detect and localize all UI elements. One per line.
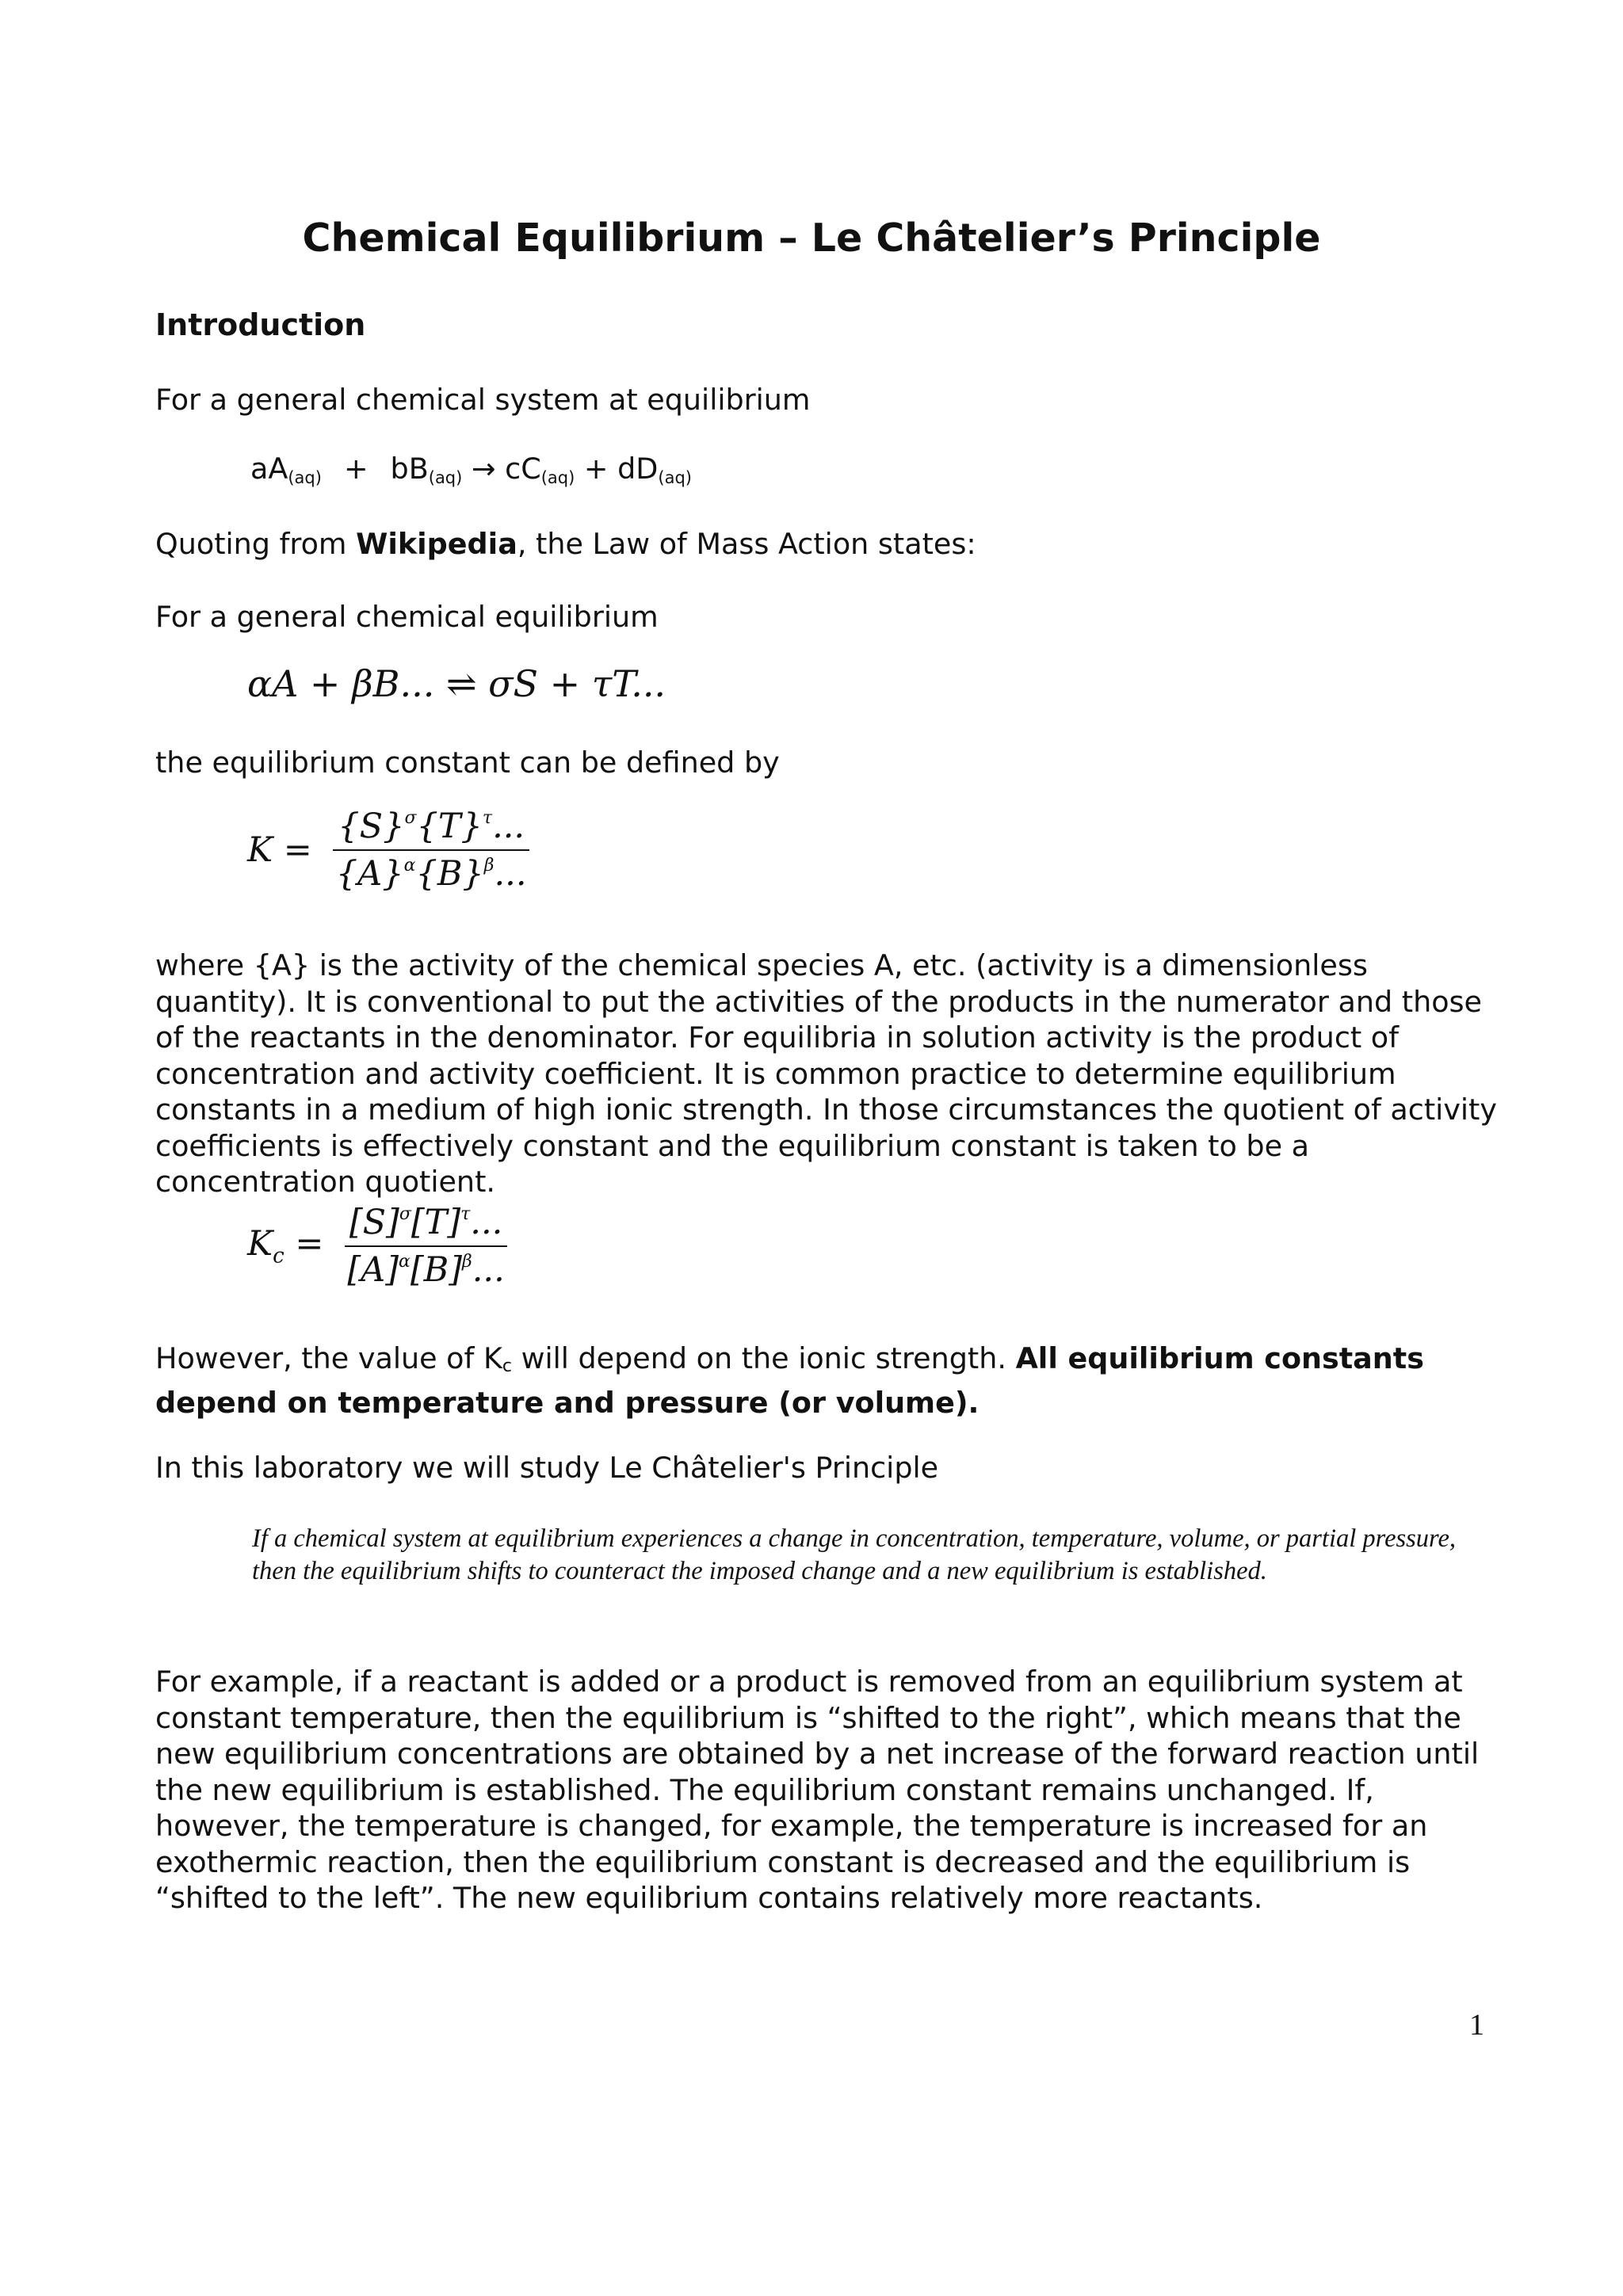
page-number: 1	[1469, 2008, 1484, 2042]
reactant-b-state: (aq)	[428, 468, 463, 487]
paragraph-general-equilibrium: For a general chemical equilibrium	[155, 600, 659, 634]
paragraph-activity-explanation: where {A} is the activity of the chemical species A, etc. (activity is a dimensionless quantity). It is conventional to put the activities of the products in the numerator and those of the reactants in the denominator. For equilibria in solution activity is the product of concentration and activity coefficient. It is common practice to determine equilibrium constants in a medium of high ionic strength. In those circumstances the quotient of activity coefficients is effectively constant and the equilibrium constant is taken to be a concentration quotient.	[155, 948, 1497, 1199]
equation-k-lhs: K =	[247, 830, 312, 870]
wikipedia-intro-text: Quoting from	[155, 527, 357, 561]
kc-subscript: c	[502, 1356, 512, 1376]
reaction-arrow: →	[471, 452, 496, 486]
document-title: Chemical Equilibrium – Le Châtelier’s Principle	[302, 215, 1321, 261]
paragraph-lab-intro: In this laboratory we will study Le Châtelier's Principle	[155, 1451, 939, 1485]
equation-concentration-constant	[247, 1203, 510, 1290]
equation-kc-numerator: $[S]^\sigma[T]^\tau$...	[345, 1203, 507, 1247]
paragraph-general-system: For a general chemical system at equilibrium	[155, 383, 811, 417]
reactant-a-state: (aq)	[288, 468, 322, 487]
reaction-equation	[250, 452, 692, 487]
principle-quote: If a chemical system at equilibrium experiences a change in concentration, temperature, volume, or partial pressure, then the equilibrium shifts to counteract the imposed change and a new equilibrium is established.	[252, 1524, 1457, 1585]
reactant-b: bB	[390, 452, 429, 486]
equation-activity-constant	[247, 807, 532, 894]
equation-general-equilibrium: αA + βB... ⇌ σS + τT...	[247, 662, 666, 705]
section-heading-introduction: Introduction	[155, 307, 366, 342]
product-d: + dD	[583, 452, 659, 486]
paragraph-ionic-strength	[155, 1341, 1503, 1421]
product-c: cC	[505, 452, 541, 486]
ionic-strength-text-2: will depend on the ionic strength.	[512, 1341, 1016, 1375]
equation-k-denominator: $\{A\}^\alpha\{B\}^\beta$...	[335, 854, 527, 894]
bold-temperature-statement: All equilibrium constants depend on temperature and pressure (or volume).	[155, 1341, 1424, 1420]
paragraph-wikipedia-quote	[155, 526, 976, 562]
paragraph-example: For example, if a reactant is added or a product is removed from an equilibrium system at constant temperature, then the equilibrium is “shifted to the right”, which means that the new equilibrium concentrations are obtained by a net increase of the forward reaction until the new equilibrium is established. The equilibrium constant remains unchanged. If, however, the temperature is changed, for example, the temperature is increased for an exothermic reaction, then the equilibrium constant is decreased and the equilibrium is “shifted to the left”. The new equilibrium contains relatively more reactants.	[155, 1665, 1480, 1915]
paragraph-constant-defined: the equilibrium constant can be defined by	[155, 746, 780, 780]
plus-sign: +	[343, 452, 369, 486]
reactant-a: aA	[250, 452, 288, 486]
equation-kc-denominator: $[A]^\alpha[B]^\beta$...	[347, 1250, 505, 1290]
equation-kc-lhs: $K_c$ =	[247, 1224, 324, 1268]
product-d-state: (aq)	[658, 468, 692, 487]
ionic-strength-text: However, the value of K	[155, 1341, 502, 1375]
equation-k-numerator: $\{S\}^\sigma\{T\}^\tau$...	[333, 807, 529, 851]
wikipedia-label: Wikipedia	[356, 527, 517, 561]
product-c-state: (aq)	[540, 468, 575, 487]
mass-action-text: , the Law of Mass Action states:	[517, 527, 976, 561]
